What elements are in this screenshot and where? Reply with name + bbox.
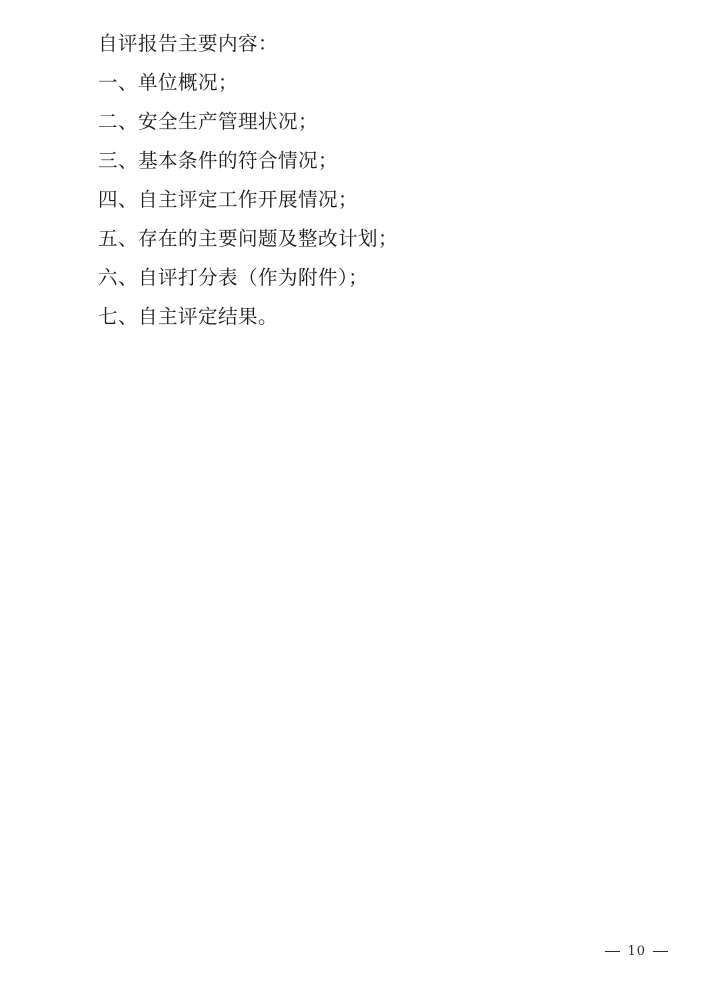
list-item: 四、自主评定工作开展情况； [98, 188, 359, 211]
page-number [605, 944, 668, 959]
page-number-value: 10 [627, 944, 646, 959]
list-item: 二、安全生产管理状况； [98, 110, 319, 133]
list-item: 一、单位概况； [98, 71, 239, 94]
page-footer [0, 939, 704, 959]
list-item: 六、自评打分表（作为附件）； [98, 266, 369, 289]
list-item: 三、基本条件的符合情况； [98, 149, 339, 172]
dash-right-icon [653, 951, 668, 952]
section-heading: 自评报告主要内容： [98, 32, 279, 55]
dash-left-icon [605, 951, 620, 952]
list-item: 五、存在的主要问题及整改计划； [98, 227, 399, 250]
document-body [98, 24, 618, 336]
list-item: 七、自主评定结果。 [98, 305, 279, 328]
